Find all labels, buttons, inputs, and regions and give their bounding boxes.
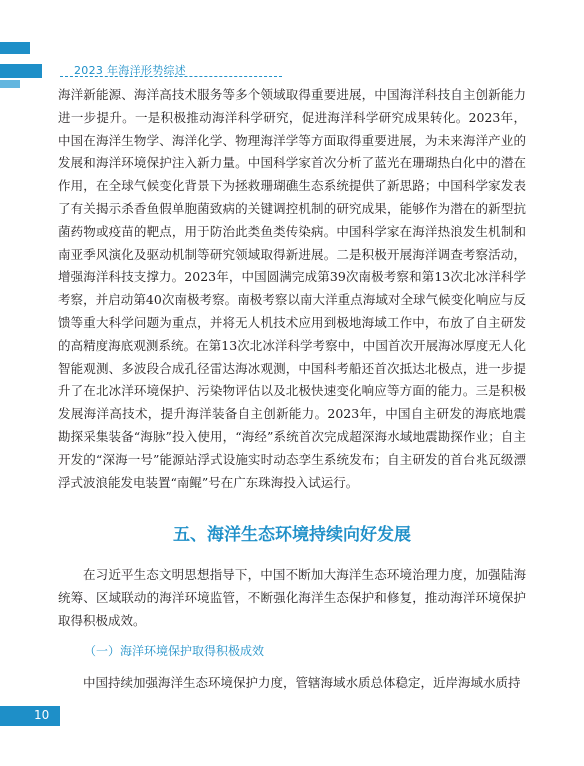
header-divider <box>60 76 282 77</box>
header-decoration <box>0 42 60 90</box>
subsection-heading: （一）海洋环境保护取得积极成效 <box>84 644 265 658</box>
section-heading: 五、海洋生态环境持续向好发展 <box>173 525 411 545</box>
subsection-first-line: 中国持续加强海洋生态环境保护力度，管辖海域水质总体稳定，近岸海域水质持 <box>83 675 521 690</box>
header-block <box>0 64 42 78</box>
header-block <box>0 80 20 88</box>
page-number: 10 <box>34 708 50 722</box>
header-block <box>0 42 30 54</box>
main-text <box>58 84 526 494</box>
paragraph-continuation: 海洋新能源、海洋高技术服务等多个领域取得重要进展，中国海洋科技自主创新能力进一步提升。一是积极推动海洋科学研究，促进海洋科学研究成果转化。2023年，中国在海洋生物学、海洋化学、物理海洋学等方面取得重要进展，为未来海洋产业的发展和海洋环境保护注入新力量。中国科学家首次分析了蓝光在珊瑚热白化中的潜在作用，在全球气候变化背景下为拯救珊瑚礁生态系统提供了新思路；中国科学家发表了有关揭示杀香鱼假单胞菌致病的关键调控机制的研究成果，能够作为潜在的新型抗菌药物或疫苗的靶点，用于防治此类鱼类传染病。中国科学家在海洋热浪发生机制和南亚季风演化及驱动机制等研究领域取得新进展。二是积极开展海洋调查考察活动，增强海洋科技支撑力。2023年，中国圆满完成第39次南极考察和第13次北冰洋科学考察，并启动第40次南极考察。南极考察以南大洋重点海域对全球气候变化响应与反馈等重大科学问题为重点，并将无人机技术应用到极地海域工作中，布放了自主研发的高精度海底观测系统。在第13次北冰洋科学考察中，中国首次开展海冰厚度无人化智能观测、多波段合成孔径雷达海冰观测，中国科考船还首次抵达北极点，进一步提升了在北冰洋环境保护、污染物评估以及北极快速变化响应等方面的能力。三是积极发展海洋高技术，提升海洋装备自主创新能力。2023年，中国自主研发的海底地震勘探采集装备“海脉”投入使用，“海经”系统首次完成超深海水域地震勘探作业；自主开发的“深海一号”能源站浮式设施实时动态孪生系统发布；自主研发的首台兆瓦级漂浮式波浪能发电装置“南鲲”号在广东珠海投入试运行。 <box>58 87 526 490</box>
section-intro-paragraph: 在习近平生态文明思想指导下，中国不断加大海洋生态环境治理力度，加强陆海统筹、区域联动的海洋环境监管，不断强化海洋生态保护和修复，推动海洋环境保护取得积极成效。 <box>58 567 526 628</box>
page-number-tab <box>0 706 60 726</box>
running-header-title: 2023 年海洋形势综述 <box>74 64 187 77</box>
